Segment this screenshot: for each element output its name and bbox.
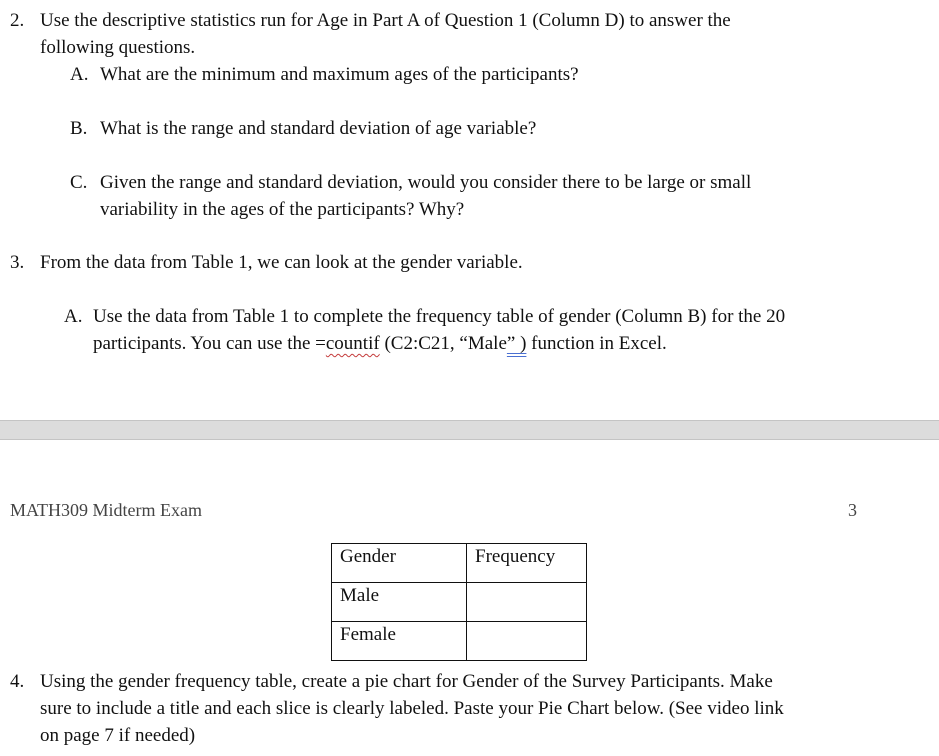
q3a-line1: Use the data from Table 1 to complete the frequency table of gender (Column B) for the 20 [93,306,786,327]
q2-line2: following questions. [40,37,196,58]
q4-line3: on page 7 if needed) [40,725,196,746]
q2b-label: B. [70,118,88,139]
table-cell-male-frequency[interactable] [467,583,587,622]
q2a-label: A. [70,64,89,85]
table-header-frequency: Frequency [467,544,587,583]
q3a-line2 [93,330,667,357]
table-cell-male: Male [332,583,467,622]
q2-line1: Use the descriptive statistics run for Age in Part A of Question 1 (Column D) to answer the [40,10,731,31]
q2b-text: What is the range and standard deviation of age variable? [100,118,537,139]
q3a-label: A. [64,306,83,327]
q2c-line1: Given the range and standard deviation, would you consider there to be large or small [100,172,752,193]
page-number: 3 [848,500,857,520]
q4-line1: Using the gender frequency table, create a pie chart for Gender of the Survey Participants. Make [40,671,773,692]
table-cell-female-frequency[interactable] [467,622,587,661]
q4-line2: sure to include a title and each slice is clearly labeled. Paste your Pie Chart below. (See video link [40,698,784,719]
q2c-line2: variability in the ages of the participants? Why? [100,199,465,220]
table-row [332,622,587,661]
countif-spelling-mark[interactable]: countif [325,333,380,354]
table-row [332,583,587,622]
page-break-gap [0,420,939,440]
q2c-label: C. [70,172,88,193]
q3a-line2-mid: (C2:C21, “Male [379,333,507,354]
q3-text: From the data from Table 1, we can look at the gender variable. [40,252,523,273]
q4-number: 4. [10,671,25,692]
q3a-line2-post: function in Excel. [526,333,667,354]
q3a-line2-pre: participants. You can use the = [93,333,326,354]
page-header-title: MATH309 Midterm Exam [10,500,202,520]
quote-grammar-mark[interactable]: ” ) [506,333,527,354]
q2a-text: What are the minimum and maximum ages of the participants? [100,64,579,85]
table-header-gender: Gender [332,544,467,583]
q3-number: 3. [10,252,25,273]
gender-frequency-table [331,543,587,661]
table-header-row [332,544,587,583]
q2-number: 2. [10,10,25,31]
table-cell-female: Female [332,622,467,661]
